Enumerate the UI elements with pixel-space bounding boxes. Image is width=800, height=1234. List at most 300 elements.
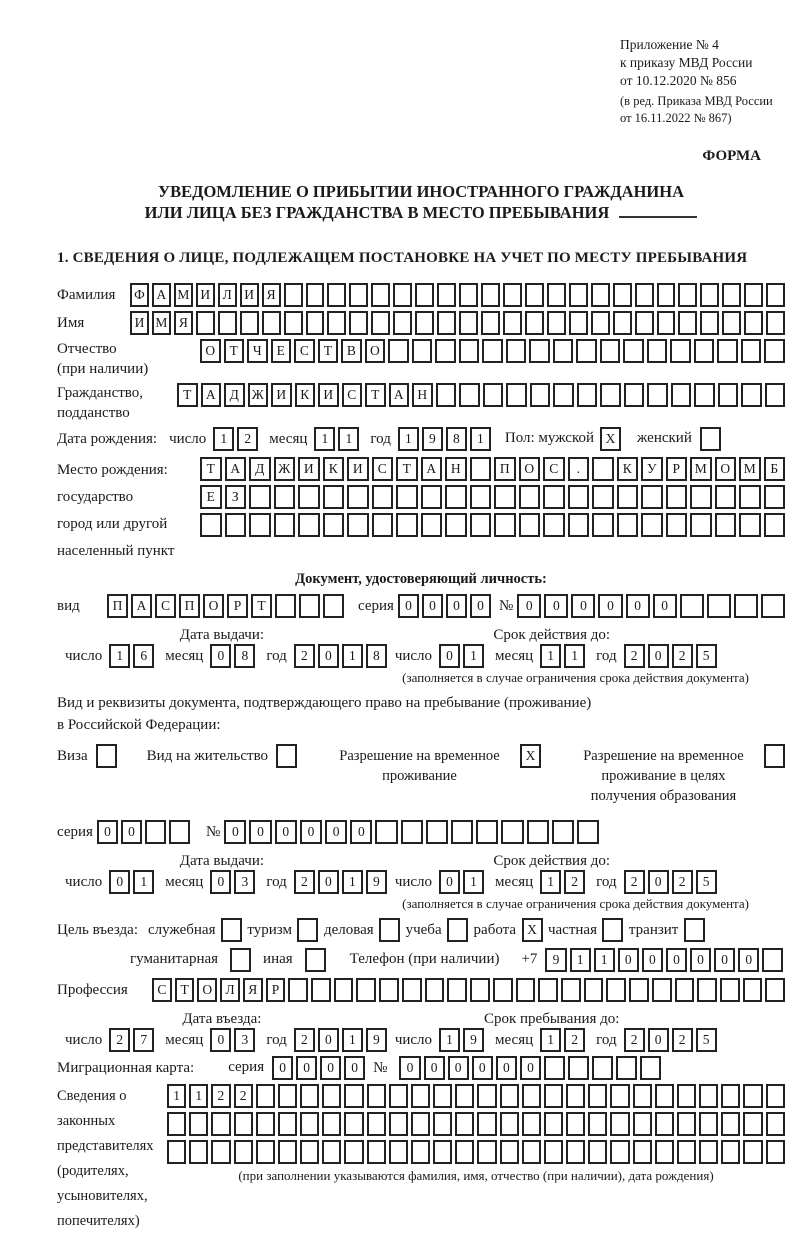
- char-cell[interactable]: 1: [133, 870, 154, 894]
- temp-residence-checkbox[interactable]: X: [520, 744, 541, 768]
- char-cell[interactable]: А: [131, 594, 152, 618]
- char-cell[interactable]: 1: [213, 427, 234, 451]
- char-cell[interactable]: [640, 1056, 661, 1080]
- char-cell[interactable]: А: [201, 383, 222, 407]
- char-cell[interactable]: [652, 978, 672, 1002]
- char-cell[interactable]: 1: [594, 948, 615, 972]
- char-cell[interactable]: [720, 978, 740, 1002]
- char-cell[interactable]: [666, 513, 688, 537]
- char-cell[interactable]: [145, 820, 166, 844]
- char-cell[interactable]: 0: [296, 1056, 317, 1080]
- char-cell[interactable]: [306, 311, 325, 335]
- char-cell[interactable]: 0: [648, 644, 669, 668]
- char-cell[interactable]: 0: [648, 870, 669, 894]
- char-cell[interactable]: [666, 485, 688, 509]
- char-cell[interactable]: [671, 383, 692, 407]
- char-cell[interactable]: 0: [318, 1028, 339, 1052]
- char-cell[interactable]: [402, 978, 422, 1002]
- char-cell[interactable]: [433, 1112, 452, 1136]
- char-cell[interactable]: К: [617, 457, 639, 481]
- char-cell[interactable]: [697, 978, 717, 1002]
- char-cell[interactable]: [500, 1112, 519, 1136]
- char-cell[interactable]: [715, 485, 737, 509]
- char-cell[interactable]: [437, 311, 456, 335]
- char-cell[interactable]: [256, 1084, 275, 1108]
- char-cell[interactable]: [323, 594, 344, 618]
- char-cell[interactable]: 0: [666, 948, 687, 972]
- sex-male-checkbox[interactable]: X: [600, 427, 621, 451]
- char-cell[interactable]: 1: [189, 1084, 208, 1108]
- char-cell[interactable]: [616, 1056, 637, 1080]
- char-cell[interactable]: 5: [696, 870, 717, 894]
- stay-until-input[interactable]: [387, 1028, 717, 1052]
- char-cell[interactable]: [527, 820, 549, 844]
- char-cell[interactable]: [421, 485, 443, 509]
- char-cell[interactable]: П: [179, 594, 200, 618]
- char-cell[interactable]: Т: [365, 383, 386, 407]
- char-cell[interactable]: [300, 1112, 319, 1136]
- char-cell[interactable]: [274, 513, 296, 537]
- char-cell[interactable]: 1: [398, 427, 419, 451]
- char-cell[interactable]: 2: [672, 644, 693, 668]
- doc-number-input[interactable]: [517, 594, 785, 618]
- char-cell[interactable]: [459, 283, 478, 307]
- char-cell[interactable]: [455, 1112, 474, 1136]
- char-cell[interactable]: 2: [564, 870, 585, 894]
- char-cell[interactable]: [522, 1140, 541, 1164]
- char-cell[interactable]: [529, 339, 550, 363]
- char-cell[interactable]: [218, 311, 237, 335]
- char-cell[interactable]: С: [543, 457, 565, 481]
- char-cell[interactable]: [610, 1084, 629, 1108]
- char-cell[interactable]: 0: [690, 948, 711, 972]
- char-cell[interactable]: [482, 339, 503, 363]
- char-cell[interactable]: 0: [472, 1056, 493, 1080]
- char-cell[interactable]: [629, 978, 649, 1002]
- char-cell[interactable]: [715, 513, 737, 537]
- char-cell[interactable]: И: [298, 457, 320, 481]
- char-cell[interactable]: 7: [133, 1028, 154, 1052]
- char-cell[interactable]: [396, 513, 418, 537]
- char-cell[interactable]: [372, 513, 394, 537]
- char-cell[interactable]: [657, 283, 676, 307]
- char-cell[interactable]: [721, 1084, 740, 1108]
- char-cell[interactable]: [522, 1084, 541, 1108]
- char-cell[interactable]: [610, 1112, 629, 1136]
- char-cell[interactable]: [455, 1084, 474, 1108]
- char-cell[interactable]: 3: [234, 1028, 255, 1052]
- char-cell[interactable]: 0: [399, 1056, 420, 1080]
- char-cell[interactable]: [764, 339, 785, 363]
- char-cell[interactable]: [278, 1140, 297, 1164]
- char-cell[interactable]: [766, 311, 785, 335]
- char-cell[interactable]: [344, 1084, 363, 1108]
- char-cell[interactable]: [591, 283, 610, 307]
- char-cell[interactable]: К: [323, 457, 345, 481]
- char-cell[interactable]: [436, 383, 457, 407]
- purpose-checkbox[interactable]: X: [522, 918, 543, 942]
- char-cell[interactable]: [169, 820, 190, 844]
- char-cell[interactable]: 0: [653, 594, 677, 618]
- char-cell[interactable]: [506, 383, 527, 407]
- char-cell[interactable]: [298, 513, 320, 537]
- char-cell[interactable]: [678, 283, 697, 307]
- char-cell[interactable]: [421, 513, 443, 537]
- birth-place-row3[interactable]: [200, 513, 785, 537]
- char-cell[interactable]: [569, 283, 588, 307]
- char-cell[interactable]: [694, 339, 715, 363]
- char-cell[interactable]: [577, 383, 598, 407]
- char-cell[interactable]: 0: [439, 644, 460, 668]
- char-cell[interactable]: 0: [224, 820, 246, 844]
- char-cell[interactable]: [323, 485, 345, 509]
- char-cell[interactable]: [764, 485, 786, 509]
- char-cell[interactable]: [311, 978, 331, 1002]
- char-cell[interactable]: [200, 513, 222, 537]
- char-cell[interactable]: [694, 383, 715, 407]
- char-cell[interactable]: 1: [463, 870, 484, 894]
- char-cell[interactable]: Ж: [274, 457, 296, 481]
- char-cell[interactable]: [344, 1112, 363, 1136]
- char-cell[interactable]: [225, 513, 247, 537]
- char-cell[interactable]: Н: [445, 457, 467, 481]
- char-cell[interactable]: 0: [398, 594, 419, 618]
- char-cell[interactable]: 0: [210, 1028, 231, 1052]
- char-cell[interactable]: [298, 485, 320, 509]
- char-cell[interactable]: [592, 513, 614, 537]
- char-cell[interactable]: [379, 978, 399, 1002]
- char-cell[interactable]: 0: [714, 948, 735, 972]
- char-cell[interactable]: [401, 820, 423, 844]
- char-cell[interactable]: О: [197, 978, 217, 1002]
- residence-issue-input[interactable]: [57, 870, 387, 894]
- char-cell[interactable]: 0: [517, 594, 541, 618]
- char-cell[interactable]: [677, 1084, 696, 1108]
- char-cell[interactable]: [367, 1140, 386, 1164]
- char-cell[interactable]: 0: [97, 820, 118, 844]
- char-cell[interactable]: [240, 311, 259, 335]
- char-cell[interactable]: [617, 513, 639, 537]
- char-cell[interactable]: [322, 1112, 341, 1136]
- char-cell[interactable]: Л: [220, 978, 240, 1002]
- char-cell[interactable]: 9: [366, 1028, 387, 1052]
- char-cell[interactable]: [588, 1140, 607, 1164]
- purpose-checkbox[interactable]: [221, 918, 242, 942]
- char-cell[interactable]: [389, 1084, 408, 1108]
- char-cell[interactable]: 1: [540, 644, 561, 668]
- char-cell[interactable]: 1: [342, 870, 363, 894]
- char-cell[interactable]: 1: [314, 427, 335, 451]
- char-cell[interactable]: [655, 1112, 674, 1136]
- char-cell[interactable]: Я: [174, 311, 193, 335]
- char-cell[interactable]: 1: [570, 948, 591, 972]
- char-cell[interactable]: [680, 594, 704, 618]
- char-cell[interactable]: 0: [325, 820, 347, 844]
- char-cell[interactable]: [470, 457, 492, 481]
- char-cell[interactable]: 0: [470, 594, 491, 618]
- char-cell[interactable]: [433, 1084, 452, 1108]
- char-cell[interactable]: Д: [249, 457, 271, 481]
- char-cell[interactable]: [762, 948, 783, 972]
- char-cell[interactable]: [249, 513, 271, 537]
- char-cell[interactable]: 1: [540, 1028, 561, 1052]
- migration-number-input[interactable]: [399, 1056, 661, 1080]
- char-cell[interactable]: С: [342, 383, 363, 407]
- char-cell[interactable]: [389, 1140, 408, 1164]
- char-cell[interactable]: [766, 1140, 785, 1164]
- char-cell[interactable]: [426, 820, 448, 844]
- char-cell[interactable]: [299, 594, 320, 618]
- char-cell[interactable]: [592, 457, 614, 481]
- char-cell[interactable]: И: [196, 283, 215, 307]
- char-cell[interactable]: Т: [224, 339, 245, 363]
- char-cell[interactable]: [600, 339, 621, 363]
- char-cell[interactable]: Т: [200, 457, 222, 481]
- char-cell[interactable]: [670, 339, 691, 363]
- char-cell[interactable]: 2: [294, 870, 315, 894]
- char-cell[interactable]: [347, 485, 369, 509]
- char-cell[interactable]: [415, 311, 434, 335]
- char-cell[interactable]: [459, 311, 478, 335]
- char-cell[interactable]: [699, 1084, 718, 1108]
- char-cell[interactable]: [189, 1112, 208, 1136]
- char-cell[interactable]: [470, 485, 492, 509]
- char-cell[interactable]: [275, 594, 296, 618]
- char-cell[interactable]: 5: [696, 1028, 717, 1052]
- char-cell[interactable]: [393, 311, 412, 335]
- char-cell[interactable]: [739, 485, 761, 509]
- valid-until-input[interactable]: [387, 644, 717, 668]
- char-cell[interactable]: К: [295, 383, 316, 407]
- char-cell[interactable]: [459, 339, 480, 363]
- char-cell[interactable]: 9: [545, 948, 566, 972]
- char-cell[interactable]: Ж: [248, 383, 269, 407]
- char-cell[interactable]: [617, 485, 639, 509]
- char-cell[interactable]: [519, 485, 541, 509]
- char-cell[interactable]: 2: [672, 1028, 693, 1052]
- char-cell[interactable]: [568, 513, 590, 537]
- char-cell[interactable]: [544, 1112, 563, 1136]
- char-cell[interactable]: Т: [251, 594, 272, 618]
- char-cell[interactable]: Б: [764, 457, 786, 481]
- char-cell[interactable]: М: [739, 457, 761, 481]
- char-cell[interactable]: 3: [234, 870, 255, 894]
- char-cell[interactable]: Я: [262, 283, 281, 307]
- char-cell[interactable]: [633, 1084, 652, 1108]
- char-cell[interactable]: [677, 1112, 696, 1136]
- char-cell[interactable]: [722, 283, 741, 307]
- char-cell[interactable]: [544, 1056, 565, 1080]
- char-cell[interactable]: [278, 1084, 297, 1108]
- char-cell[interactable]: [566, 1084, 585, 1108]
- char-cell[interactable]: П: [494, 457, 516, 481]
- char-cell[interactable]: З: [225, 485, 247, 509]
- char-cell[interactable]: 8: [234, 644, 255, 668]
- char-cell[interactable]: 0: [210, 644, 231, 668]
- char-cell[interactable]: Ч: [247, 339, 268, 363]
- char-cell[interactable]: У: [641, 457, 663, 481]
- char-cell[interactable]: 2: [294, 644, 315, 668]
- char-cell[interactable]: 0: [618, 948, 639, 972]
- char-cell[interactable]: [547, 283, 566, 307]
- char-cell[interactable]: [493, 978, 513, 1002]
- char-cell[interactable]: 0: [318, 870, 339, 894]
- char-cell[interactable]: [447, 978, 467, 1002]
- char-cell[interactable]: И: [130, 311, 149, 335]
- char-cell[interactable]: П: [107, 594, 128, 618]
- char-cell[interactable]: [367, 1084, 386, 1108]
- char-cell[interactable]: [624, 383, 645, 407]
- char-cell[interactable]: [591, 311, 610, 335]
- char-cell[interactable]: И: [347, 457, 369, 481]
- char-cell[interactable]: 2: [109, 1028, 130, 1052]
- char-cell[interactable]: [284, 311, 303, 335]
- char-cell[interactable]: [411, 1084, 430, 1108]
- char-cell[interactable]: [503, 311, 522, 335]
- char-cell[interactable]: [722, 311, 741, 335]
- char-cell[interactable]: [543, 485, 565, 509]
- char-cell[interactable]: 9: [463, 1028, 484, 1052]
- char-cell[interactable]: [553, 339, 574, 363]
- char-cell[interactable]: [503, 283, 522, 307]
- char-cell[interactable]: [445, 513, 467, 537]
- char-cell[interactable]: [349, 283, 368, 307]
- char-cell[interactable]: 0: [109, 870, 130, 894]
- char-cell[interactable]: 2: [672, 870, 693, 894]
- char-cell[interactable]: Т: [318, 339, 339, 363]
- char-cell[interactable]: [641, 485, 663, 509]
- surname-input[interactable]: [130, 283, 785, 307]
- char-cell[interactable]: 6: [133, 644, 154, 668]
- char-cell[interactable]: [569, 311, 588, 335]
- char-cell[interactable]: [588, 1112, 607, 1136]
- char-cell[interactable]: 9: [422, 427, 443, 451]
- patronymic-input[interactable]: [200, 339, 785, 363]
- char-cell[interactable]: С: [372, 457, 394, 481]
- char-cell[interactable]: [544, 1084, 563, 1108]
- char-cell[interactable]: [718, 383, 739, 407]
- char-cell[interactable]: Н: [412, 383, 433, 407]
- char-cell[interactable]: М: [152, 311, 171, 335]
- char-cell[interactable]: [743, 978, 763, 1002]
- representatives-row2[interactable]: [167, 1112, 785, 1136]
- char-cell[interactable]: 2: [234, 1084, 253, 1108]
- char-cell[interactable]: О: [203, 594, 224, 618]
- char-cell[interactable]: И: [240, 283, 259, 307]
- char-cell[interactable]: [547, 311, 566, 335]
- char-cell[interactable]: Р: [227, 594, 248, 618]
- char-cell[interactable]: [435, 339, 456, 363]
- char-cell[interactable]: [576, 339, 597, 363]
- char-cell[interactable]: [699, 1112, 718, 1136]
- char-cell[interactable]: 0: [424, 1056, 445, 1080]
- char-cell[interactable]: Т: [175, 978, 195, 1002]
- char-cell[interactable]: [323, 513, 345, 537]
- char-cell[interactable]: 0: [344, 1056, 365, 1080]
- char-cell[interactable]: 2: [294, 1028, 315, 1052]
- purpose-checkbox[interactable]: [447, 918, 468, 942]
- char-cell[interactable]: [721, 1112, 740, 1136]
- char-cell[interactable]: 1: [109, 644, 130, 668]
- char-cell[interactable]: Я: [243, 978, 263, 1002]
- char-cell[interactable]: 2: [237, 427, 258, 451]
- char-cell[interactable]: 1: [342, 644, 363, 668]
- char-cell[interactable]: [481, 283, 500, 307]
- char-cell[interactable]: 0: [275, 820, 297, 844]
- char-cell[interactable]: [766, 1112, 785, 1136]
- purpose-checkbox[interactable]: [602, 918, 623, 942]
- char-cell[interactable]: [415, 283, 434, 307]
- char-cell[interactable]: [437, 283, 456, 307]
- purpose-checkbox[interactable]: [230, 948, 251, 972]
- profession-input[interactable]: [152, 978, 785, 1002]
- char-cell[interactable]: О: [519, 457, 541, 481]
- char-cell[interactable]: [477, 1112, 496, 1136]
- char-cell[interactable]: [592, 485, 614, 509]
- char-cell[interactable]: [588, 1084, 607, 1108]
- char-cell[interactable]: 1: [540, 870, 561, 894]
- birth-place-row2[interactable]: [200, 485, 785, 509]
- char-cell[interactable]: [322, 1084, 341, 1108]
- char-cell[interactable]: 0: [439, 870, 460, 894]
- char-cell[interactable]: .: [568, 457, 590, 481]
- char-cell[interactable]: [566, 1112, 585, 1136]
- char-cell[interactable]: [274, 485, 296, 509]
- char-cell[interactable]: [743, 1084, 762, 1108]
- char-cell[interactable]: [470, 513, 492, 537]
- char-cell[interactable]: А: [421, 457, 443, 481]
- purpose-checkbox[interactable]: [379, 918, 400, 942]
- char-cell[interactable]: [393, 283, 412, 307]
- char-cell[interactable]: 2: [624, 644, 645, 668]
- char-cell[interactable]: 2: [624, 1028, 645, 1052]
- char-cell[interactable]: 0: [272, 1056, 293, 1080]
- char-cell[interactable]: [211, 1140, 230, 1164]
- char-cell[interactable]: Т: [177, 383, 198, 407]
- char-cell[interactable]: [300, 1084, 319, 1108]
- char-cell[interactable]: [553, 383, 574, 407]
- char-cell[interactable]: 0: [210, 870, 231, 894]
- char-cell[interactable]: 1: [470, 427, 491, 451]
- char-cell[interactable]: [459, 383, 480, 407]
- char-cell[interactable]: 1: [564, 644, 585, 668]
- char-cell[interactable]: [744, 283, 763, 307]
- char-cell[interactable]: [584, 978, 604, 1002]
- char-cell[interactable]: 0: [300, 820, 322, 844]
- purpose-checkbox[interactable]: [305, 948, 326, 972]
- char-cell[interactable]: 2: [564, 1028, 585, 1052]
- char-cell[interactable]: [356, 978, 376, 1002]
- char-cell[interactable]: В: [341, 339, 362, 363]
- char-cell[interactable]: [739, 513, 761, 537]
- char-cell[interactable]: [411, 1140, 430, 1164]
- purpose-checkbox[interactable]: [297, 918, 318, 942]
- char-cell[interactable]: 1: [439, 1028, 460, 1052]
- residence-permit-checkbox[interactable]: [276, 744, 297, 768]
- char-cell[interactable]: [375, 820, 397, 844]
- char-cell[interactable]: [189, 1140, 208, 1164]
- char-cell[interactable]: [765, 383, 786, 407]
- given-name-input[interactable]: [130, 311, 785, 335]
- issue-date-input[interactable]: [57, 644, 387, 668]
- char-cell[interactable]: [741, 339, 762, 363]
- representatives-row3[interactable]: [167, 1140, 785, 1164]
- char-cell[interactable]: [519, 513, 541, 537]
- char-cell[interactable]: 0: [249, 820, 271, 844]
- char-cell[interactable]: [561, 978, 581, 1002]
- char-cell[interactable]: 8: [446, 427, 467, 451]
- char-cell[interactable]: [249, 485, 271, 509]
